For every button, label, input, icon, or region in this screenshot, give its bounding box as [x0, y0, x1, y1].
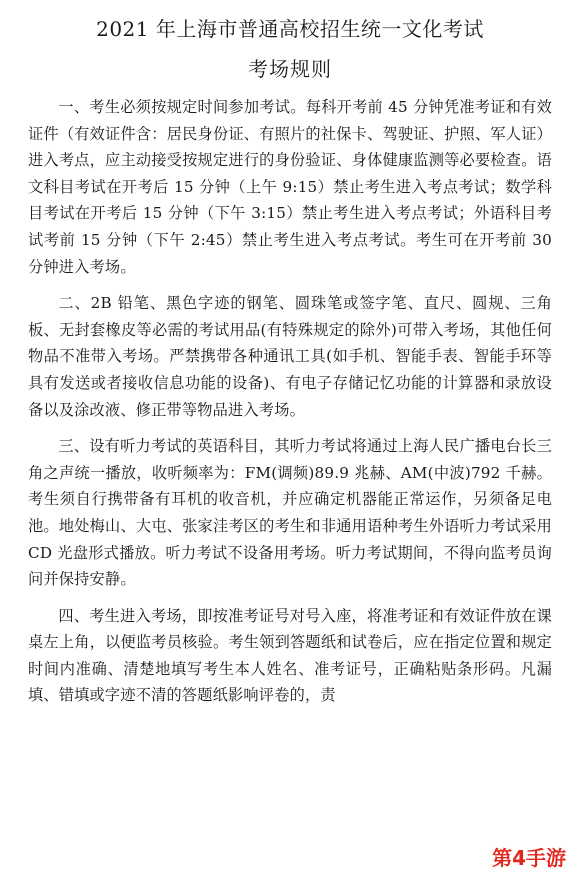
rule-paragraph-2: 二、2B 铅笔、黑色字迹的钢笔、圆珠笔或签字笔、直尺、圆规、三角板、无封套橡皮等必需的考试用品(有特殊规定的除外)可带入考场，其他任何物品不准带入考场。严禁携带各种通讯工具(如手机、智能手表、智能手环等具有发送或者接收信息功能的设备)、有电子存储记忆功能的计算器和录放设备以及涂改液、修正带等物品进入考场。 [28, 294, 552, 419]
rule-paragraph-1: 一、考生必须按规定时间参加考试。每科开考前 45 分钟凭准考证和有效证件（有效证件含：居民身份证、有照片的社保卡、驾驶证、护照、军人证）进入考点，应主动接受按规定进行的身份验证、身体健康监测等必要检查。语文科目考试在开考后 15 分钟（上午 9:15）禁止考生进入考点考试；数学科目考试在开考后 15 分钟（下午 3:15）禁止考生进入考点考试；外语科目考试考前 15 分钟（下午 2:45）禁止考生进入考点考试。考生可在开考前 30 分钟进入考场。 [28, 98, 552, 276]
site-watermark: 第4手游 [492, 846, 566, 870]
rule-paragraph-4: 四、考生进入考场，即按准考证号对号入座，将准考证和有效证件放在课桌左上角，以便监考员核验。考生领到答题纸和试卷后，应在指定位置和规定时间内准确、清楚地填写考生本人姓名、准考证号，正确粘贴条形码。凡漏填、错填或字迹不清的答题纸影响评卷的，责 [28, 606, 552, 705]
document-subtitle: 考场规则 [248, 57, 332, 81]
document-title: 2021 年上海市普通高校招生统一文化考试 [96, 17, 484, 41]
rule-paragraph-3: 三、设有听力考试的英语科目，其听力考试将通过上海人民广播电台长三角之声统一播放，收听频率为：FM(调频)89.9 兆赫、AM(中波)792 千赫。考生须自行携带备有耳机的收音机，并应确定机器能正常运作，另须备足电池。地处梅山、大屯、张家洼考区的考生和非通用语种考生外语听力考试采用 CD 光盘形式播放。听力考试不设备用考场。听力考试期间，不得向监考员询问并保持安静。 [28, 437, 552, 589]
